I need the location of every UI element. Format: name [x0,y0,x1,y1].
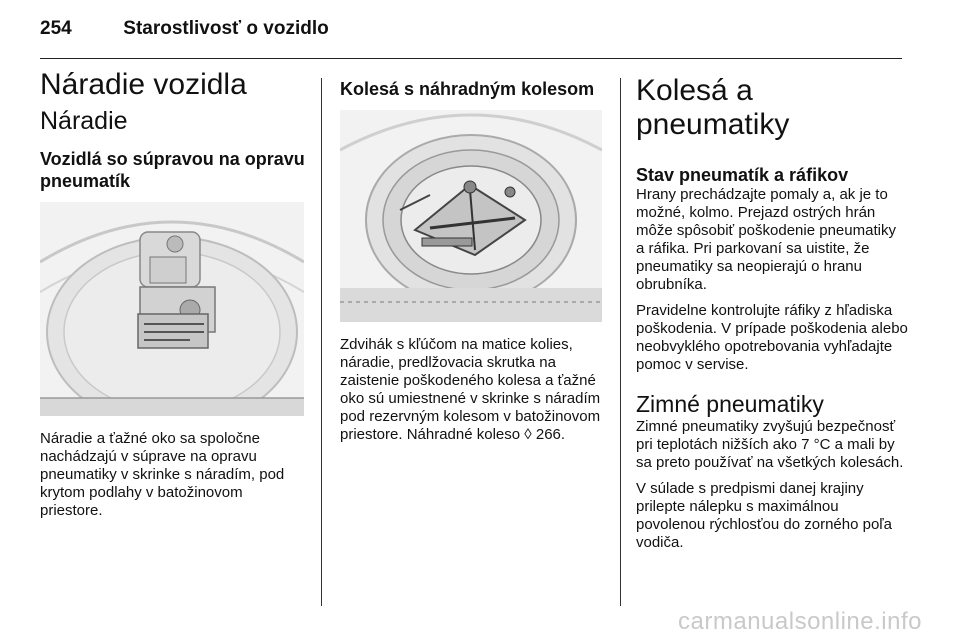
tyre-condition-heading: Stav pneumatík a ráfikov [636,165,849,185]
page-header [40,18,329,40]
section-subtitle: Náradie [40,107,128,135]
spare-wheel-caption [340,336,602,444]
tyre-repair-heading: Vozidlá so súpravou na opravu pneumatík [40,149,305,191]
page-number: 254 [40,18,72,39]
winter-tyres-title: Zimné pneumatiky [636,391,824,417]
winter-tyres-text-1: Zimné pneumatiky zvyšujú bezpečnosť pri teplotách nižších ako 7 °C a mali by sa preto používať na všetkých kolesách. [636,418,904,471]
page-reference-link[interactable]: 266. [531,426,566,443]
header-rule [40,58,902,59]
column-divider-1 [321,78,322,606]
tool-kit-illustration [40,202,304,416]
watermark: carmanualsonline.info [678,608,922,635]
winter-tyres-text-2: V súlade s predpismi danej krajiny prilepte nálepku s maximálnou povolenou rýchlosťou do zorného poľa vodiča. [636,480,893,551]
column-2 [340,68,602,444]
column-divider-2 [620,78,621,606]
section-title: Náradie vozidla [40,68,247,101]
column-3 [636,68,908,552]
column-1 [40,68,308,520]
spare-wheel-heading: Kolesá s náhradným kolesom [340,79,595,99]
wheels-tyres-title: Kolesá a pneumatiky [636,74,790,141]
tyre-condition-text-1: Hrany prechádzajte pomaly a, ak je to možné, kolmo. Prejazd ostrých hrán môže spôsobiť poškodenie pneumatiky a ráfika. Pri parkovaní sa uistite, že pneumatiky sa neopierajú o hranu obrubníka. [636,186,896,293]
tyre-condition-text-2: Pravidelne kontrolujte ráfiky z hľadiska poškodenia. V prípade poškodenia alebo neobvyklého opotrebovania vyhľadajte pomoc v servise. [636,302,908,373]
spare-wheel-caption-text: Zdvihák s kľúčom na matice kolies, náradie, predlžovacia skrutka na zaistenie poškodeného kolesa a ťažné oko sú umiestnené v skrinke s náradím pod rezervným kolesom v batožinovom priestore. Náhradné koleso [340,336,601,443]
spare-wheel-illustration [340,110,602,322]
tool-kit-caption: Náradie a ťažné oko sa spoločne nachádzajú v súprave na opravu pneumatiky v skrinke s náradím, pod krytom podlahy v batožinovom priestore. [40,430,285,519]
page-reference-arrow: ◊ [524,426,532,443]
chapter-title: Starostlivosť o vozidlo [123,18,329,39]
